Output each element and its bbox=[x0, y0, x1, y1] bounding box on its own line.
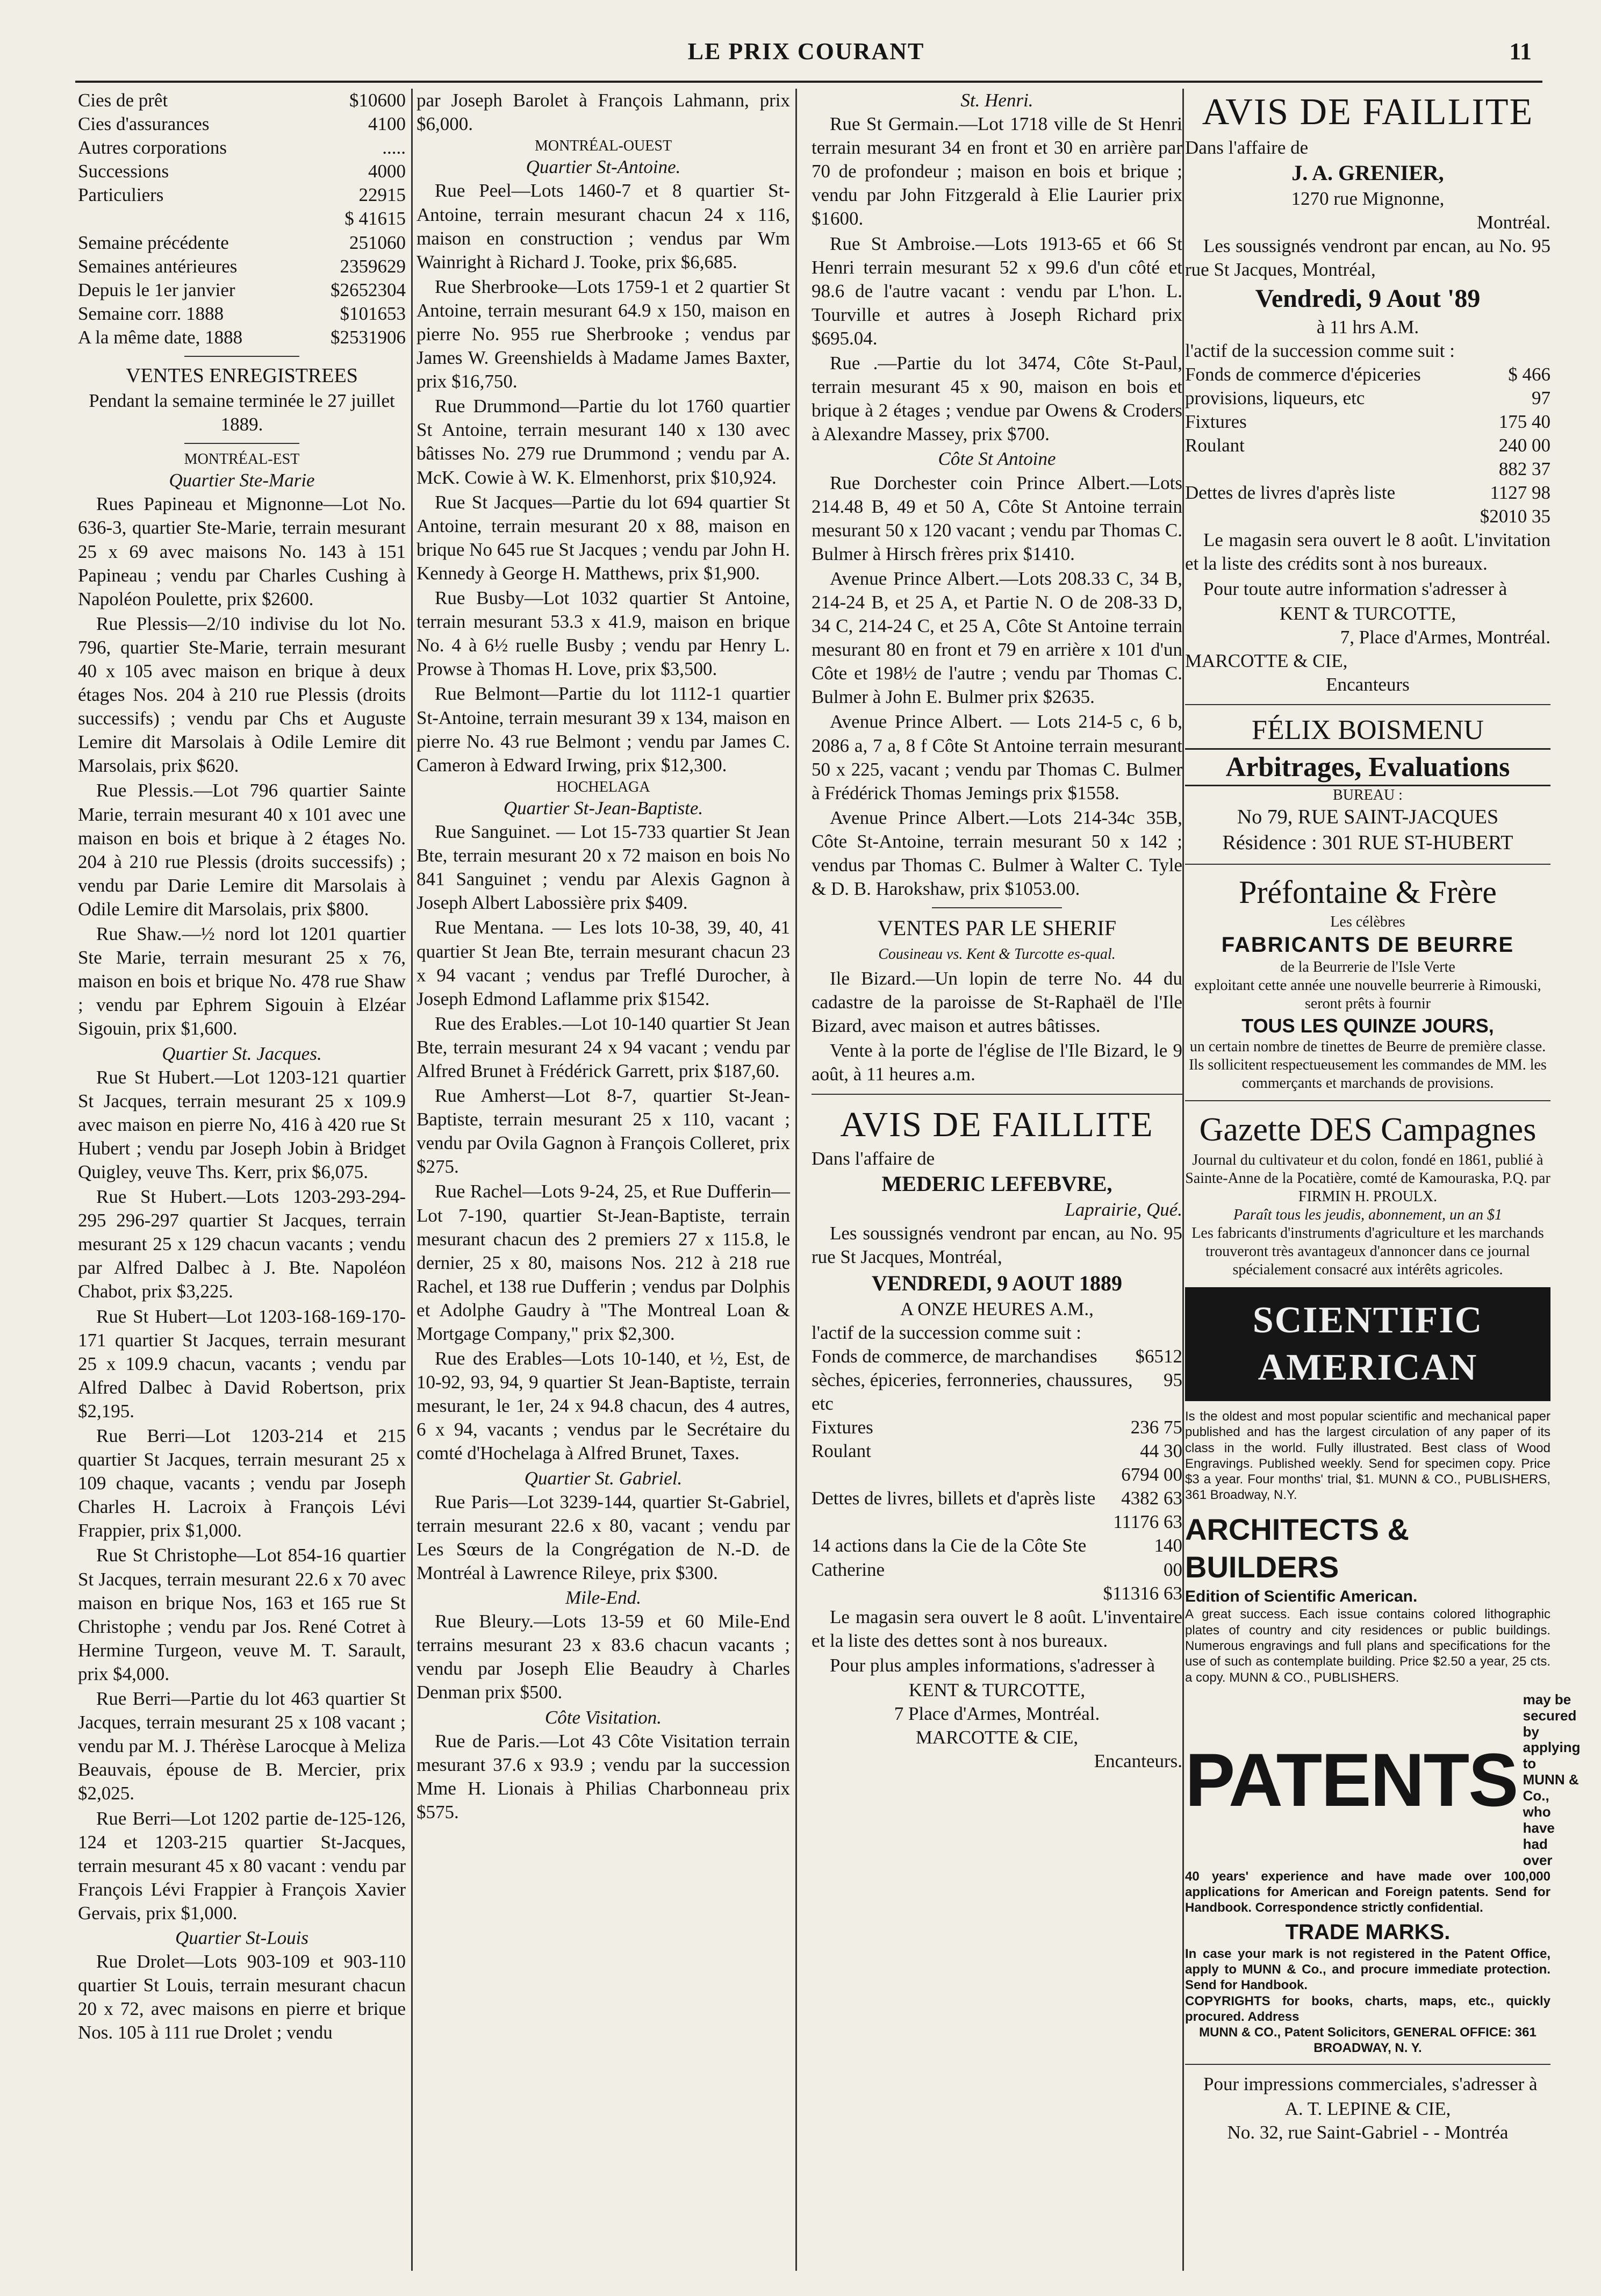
row-label: Dettes de livres d'après liste bbox=[1185, 482, 1396, 504]
table-row bbox=[812, 1416, 1182, 1439]
row-value: $10600 bbox=[349, 90, 406, 111]
table-row bbox=[78, 278, 406, 302]
table-row bbox=[78, 207, 406, 231]
boismenu-line: Arbitrages, Evaluations bbox=[1185, 748, 1550, 787]
column-3 bbox=[812, 89, 1182, 2271]
table-row bbox=[78, 302, 406, 326]
sale-entry: Rue Paris—Lot 3239-144, quartier St-Gabriel, terrain mesurant 22.6 x 80, vacant ; vendu par Les Sœurs de la Congrégation de N.-D. de Montréal à Lawrence Rileye, prix $300. bbox=[417, 1491, 790, 1583]
quarter-heading: Quartier Ste-Marie bbox=[169, 470, 315, 491]
avis-actif: l'actif de la succession comme suit : bbox=[812, 1322, 1081, 1343]
sale-entry: Rue Belmont—Partie du lot 1112-1 quartier St-Antoine, terrain mesurant 39 x 134, maison en pierre No. 43 rue Belmont ; vendu par James C. Cameron à Edward Irwing, prix $12,300. bbox=[417, 683, 790, 776]
boismenu-residence: Résidence : 301 RUE ST-HUBERT bbox=[1222, 831, 1513, 855]
patents-block bbox=[1185, 1691, 1581, 1869]
divider bbox=[1185, 704, 1550, 705]
row-value: 4382 63 bbox=[1121, 1488, 1182, 1509]
prefontaine-name: Préfontaine & Frère bbox=[1239, 874, 1497, 910]
table-row bbox=[1185, 363, 1550, 410]
sale-entry: Rue Drummond—Partie du lot 1760 quartier St Antoine, terrain mesurant 140 x 130 avec bâtisses No. 279 rue Drummond ; vendu par A. McK. Cowie à W. K. Elmenhorst, prix $10,924. bbox=[417, 396, 790, 488]
avis-city: Montréal. bbox=[1476, 211, 1550, 233]
section-heading: HOCHELAGA bbox=[556, 778, 650, 795]
row-value: 44 30 bbox=[1140, 1440, 1182, 1462]
sale-entry: Rue Dorchester coin Prince Albert.—Lots 214.48 B, 49 et 50 A, Côte St Antoine terrain mesurant 50 x 120 vacant ; vendu par Thomas C. Bulmer à Hirsch frères prix $1410. bbox=[812, 472, 1182, 564]
lepine-address: No. 32, rue Saint-Gabriel - - Montréa bbox=[1227, 2121, 1509, 2143]
sale-entry: Rue des Erables.—Lot 10-140 quartier St Jean Bte, terrain mesurant 24 x 94 vacant ; vendu par Alfred Brunet à Frédérick Garrett, prix $187,60. bbox=[417, 1013, 790, 1081]
row-label: A la même date, 1888 bbox=[78, 326, 243, 348]
table-row bbox=[1185, 481, 1550, 505]
avis-date: Vendredi, 9 Aout '89 bbox=[1255, 284, 1481, 313]
row-label: Fonds de commerce, de marchandises sèches, épiceries, ferronneries, chaussures, etc bbox=[812, 1345, 1133, 1414]
quarter-heading: Quartier St-Jean-Baptiste. bbox=[503, 797, 703, 819]
row-label: Fonds de commerce d'épiceries provisions, liqueurs, etc bbox=[1185, 363, 1421, 408]
sale-entry: Rue Shaw.—½ nord lot 1201 quartier Ste Marie, terrain mesurant 25 x 76, maison en bois et brique No. 478 rue Shaw ; vendu par Ephrem Sigouin à Elzéar Sigouin, prix $1,600. bbox=[78, 923, 406, 1039]
row-value: 236 75 bbox=[1130, 1416, 1182, 1438]
boismenu-address: No 79, RUE SAINT-JACQUES bbox=[1237, 806, 1499, 829]
sale-entry: Rue Mentana. — Les lots 10-38, 39, 40, 41 quartier St Jean Bte, terrain mesurant chacun 23 x 94 vacant ; vendus par Treflé Durocher, à Joseph Edmond Laflamme prix $1542. bbox=[417, 917, 790, 1009]
sale-entry: Rue St Jacques—Partie du lot 694 quartier St Antoine, terrain mesurant 20 x 88, maison en brique No 645 rue St Jacques ; vendu par John H. Kennedy à George H. Matthews, prix $1,900. bbox=[417, 491, 791, 584]
tm-title: TRADE MARKS. bbox=[1285, 1920, 1451, 1945]
table-row bbox=[812, 1439, 1182, 1463]
row-value: 882 37 bbox=[1498, 458, 1550, 480]
boismenu-name: FÉLIX BOISMENU bbox=[1252, 715, 1484, 746]
gazette-text: Paraît tous les jeudis, abonnement, un an $1 bbox=[1233, 1206, 1503, 1223]
avis-text: Les soussignés vendront par encan, au No. 95 rue St Jacques, Montréal, bbox=[812, 1222, 1182, 1268]
avis-dans: Dans l'affaire de bbox=[1185, 137, 1309, 159]
row-value: 4000 bbox=[368, 161, 406, 182]
row-label: Semaine précédente bbox=[78, 232, 229, 253]
avis-title: AVIS DE FAILLITE bbox=[840, 1105, 1154, 1145]
page-title: LE PRIX COURANT bbox=[687, 38, 925, 64]
quarter-heading: St. Henri. bbox=[960, 90, 1033, 111]
table-row bbox=[812, 1582, 1182, 1605]
inventory-table bbox=[1185, 363, 1550, 529]
sale-entry: par Joseph Barolet à François Lahmann, prix $6,000. bbox=[417, 90, 790, 135]
avis-note: Le magasin sera ouvert le 8 août. L'inventaire et la liste des dettes sont à nos bureaux. bbox=[812, 1606, 1182, 1651]
divider bbox=[184, 443, 299, 444]
signature: 7, Place d'Armes, Montréal. bbox=[1340, 626, 1550, 648]
sale-entry: Rue de Paris.—Lot 43 Côte Visitation terrain mesurant 37.6 x 93.9 ; vendu par la succession Mme H. Lionais à Philias Charbonneau prix $575. bbox=[417, 1730, 790, 1823]
table-row bbox=[812, 1463, 1182, 1487]
sale-entry: Rue .—Partie du lot 3474, Côte St-Paul, terrain mesurant 45 x 90, maison en bois et brique à 2 étages ; vendue par Owens & Croders à Alexandre Massey, prix $700. bbox=[812, 353, 1182, 445]
gazette-text: Journal du cultivateur et du colon, fondé en 1861, publié à Sainte-Anne de la Pocatière, comté de Kamouraska, P.Q. par FIRMIN H. PROULX. bbox=[1185, 1151, 1550, 1205]
quarter-heading: Quartier St-Louis bbox=[175, 1927, 308, 1948]
ventes-subtitle: Pendant la semaine terminée le 27 juillet 1889. bbox=[89, 390, 395, 435]
table-row bbox=[1185, 505, 1550, 528]
column-1 bbox=[78, 89, 406, 2271]
sale-entry: Rue Berri—Lot 1202 partie de-125-126, 124 et 1203-215 quartier St-Jacques, terrain mesurant 45 x 80 vacant : vendu par François Lévi Frappier à François Xavier Gervais, prix $1,000. bbox=[78, 1807, 406, 1924]
signature: 7 Place d'Armes, Montréal. bbox=[894, 1703, 1100, 1725]
table-row bbox=[78, 183, 406, 207]
row-value: $2652304 bbox=[331, 279, 406, 300]
lepine-name: A. T. LEPINE & CIE, bbox=[1284, 2098, 1451, 2119]
avis-time: A ONZE HEURES A.M., bbox=[900, 1298, 1094, 1319]
sale-entry: Rues Papineau et Mignonne—Lot No. 636-3, quartier Ste-Marie, terrain mesurant 25 x 69 avec maisons No. 143 à 151 Papineau ; vendu par Charles Cushing à Napoléon Poulette, prix $2600. bbox=[78, 493, 406, 609]
sherif-case: Cousineau vs. Kent & Turcotte es-qual. bbox=[878, 945, 1116, 963]
prefontaine-celebres: Les célèbres bbox=[1330, 913, 1405, 930]
row-value: 11176 63 bbox=[1113, 1511, 1182, 1533]
prefontaine-sub: de la Beurrerie de l'Isle Verte bbox=[1280, 959, 1455, 976]
sale-entry: Rue St Hubert.—Lot 1203-121 quartier St Jacques, terrain mesurant 25 x 109.9 avec maison en pierre No, 416 à 420 rue St Hubert ; vendu par Joseph Jobin à Bridget Quigley, veuve Ths. Kerr, prix $6,075. bbox=[78, 1066, 406, 1182]
tm-text: MUNN & CO., Patent Solicitors, GENERAL OFFICE: 361 BROADWAY, N. Y. bbox=[1199, 2025, 1537, 2056]
prefontaine-fab: FABRICANTS DE BEURRE bbox=[1221, 932, 1514, 957]
avis-name: MEDERIC LEFEBVRE, bbox=[881, 1172, 1112, 1196]
signature: MARCOTTE & CIE, bbox=[915, 1727, 1079, 1748]
quarter-heading: Côte St Antoine bbox=[938, 448, 1056, 470]
table-row bbox=[78, 160, 406, 183]
row-value: $2010 35 bbox=[1480, 506, 1550, 527]
inventory-table bbox=[812, 1345, 1182, 1605]
sale-entry: Rue Plessis—2/10 indivise du lot No. 796, quartier Ste-Marie, terrain mesurant 40 x 105 avec maison en brique à deux étages Nos. 204 à 210 rue Plessis (droits successifs) ; vendu par Chs et Auguste Lemire dit Marsolais à Odile Lemire dit Marsolais, prix $620. bbox=[78, 613, 406, 777]
signature: Encanteurs. bbox=[1094, 1750, 1182, 1772]
avis-address: 1270 rue Mignonne, bbox=[1291, 188, 1445, 209]
row-label: 14 actions dans la Cie de la Côte Ste Catherine bbox=[812, 1535, 1087, 1580]
sale-entry: Rue Rachel—Lots 9-24, 25, et Rue Dufferin—Lot 7-190, quartier St-Jean-Baptiste, terrain mesurant chacun des 2 premiers 27 x 115.8, le dernier, 25 x 80, maisons Nos. 212 à 218 rue Rachel, et 138 rue Dufferin ; vendus par Dolphis et Adolphe Gaudry à "The Montreal Loan & Mortgage Company," prix $2,300. bbox=[417, 1181, 790, 1344]
avis-title: AVIS DE FAILLITE bbox=[1202, 91, 1534, 133]
row-label: Fixtures bbox=[812, 1416, 873, 1438]
table-row bbox=[812, 1487, 1182, 1510]
column-4 bbox=[1185, 89, 1581, 2271]
row-value: $101653 bbox=[340, 303, 406, 324]
row-value: 22915 bbox=[358, 184, 406, 206]
row-label: Semaines antérieures bbox=[78, 255, 238, 277]
divider bbox=[1185, 1100, 1550, 1101]
row-value: $11316 63 bbox=[1103, 1582, 1182, 1604]
table-row bbox=[812, 1534, 1182, 1581]
avis-actif: l'actif de la succession comme suit : bbox=[1185, 340, 1455, 361]
sale-entry: Rue Bleury.—Lots 13-59 et 60 Mile-End terrains mesurant 23 x 83.6 chacun vacants ; vendu par Joseph Elie Beaudry à Charles Denman prix $500. bbox=[417, 1611, 790, 1703]
divider bbox=[184, 356, 299, 357]
row-value: 4100 bbox=[368, 113, 406, 135]
row-label: Dettes de livres, billets et d'après liste bbox=[812, 1488, 1096, 1509]
sale-entry: Rue Sanguinet. — Lot 15-733 quartier St Jean Bte, terrain mesurant 20 x 72 maison en bois No 841 Sanguinet ; vendu par Alexis Gagnon à Joseph Albert Labossière prix $409. bbox=[417, 821, 790, 914]
row-label: Fixtures bbox=[1185, 411, 1247, 432]
avis-place: Laprairie, Qué. bbox=[1065, 1199, 1182, 1220]
avis-note: Le magasin sera ouvert le 8 août. L'invitation et la liste des crédits sont à nos bureaux. bbox=[1185, 529, 1550, 575]
avis-dans: Dans l'affaire de bbox=[812, 1148, 935, 1169]
row-label: Particuliers bbox=[78, 184, 164, 206]
table-row bbox=[1185, 434, 1550, 457]
sale-entry: Rue des Erables—Lots 10-140, et ½, Est, de 10-92, 93, 94, 9 quartier St Jean-Baptiste, terrain mesurant, le 1er, 24 x 94.8 chacun, des 4 autres, 6 x 94, vacants ; vendus par le Secrétaire du comté d'Hochelaga à Alfred Brunet, Taxes. bbox=[417, 1348, 790, 1464]
row-label: Cies d'assurances bbox=[78, 113, 210, 135]
quarter-heading: Quartier St-Antoine. bbox=[526, 156, 681, 178]
column-2 bbox=[417, 89, 790, 2271]
sale-entry: Rue Busby—Lot 1032 quartier St Antoine, terrain mesurant 53.3 x 41.9, maison en brique No. 4 à 6½ ruelle Busby ; vendu par Henry L. Prowse à Thomas H. Love, prix $3,500. bbox=[417, 587, 790, 680]
sherif-title: VENTES PAR LE SHERIF bbox=[877, 916, 1117, 941]
sale-entry: Rue St Hubert—Lot 1203-168-169-170-171 quartier St Jacques, terrain mesurant 25 x 109.9 chacun, vacants ; vendu par Alfred Dalbec à David Robertson, prix $2,195. bbox=[78, 1305, 406, 1422]
lepine-text: Pour impressions commerciales, s'adresser à bbox=[1203, 2073, 1538, 2094]
row-value: 251060 bbox=[349, 232, 406, 253]
quarter-heading: Côte Visitation. bbox=[544, 1706, 662, 1728]
row-label: Depuis le 1er janvier bbox=[78, 279, 235, 300]
row-label: Successions bbox=[78, 161, 169, 182]
sa-text: Is the oldest and most popular scientific and mechanical paper published and has the largest circulation of any paper of its class in the world. Fully illustrated. Best class of Wood Engravings. Published weekly. Send for specimen copy. Price $3 a year. Four months' trial, $1. MUNN & CO., PUBLISHERS, 361 Broadway, N.Y. bbox=[1185, 1409, 1550, 1503]
row-value: $6512 95 bbox=[1135, 1345, 1182, 1390]
sale-entry: Rue Berri—Lot 1203-214 et 215 quartier St Jacques, terrain mesurant 25 x 109 chaque, vacants ; vendu par Joseph Charles H. Lacroix à François Lévi Frappier, prix $1,000. bbox=[78, 1425, 406, 1541]
signature: Encanteurs bbox=[1326, 673, 1410, 695]
divider bbox=[812, 1094, 1182, 1095]
column-divider bbox=[795, 89, 797, 2271]
prefontaine-text: exploitant cette année une nouvelle beurrerie à Rimouski, seront prêts à fournir bbox=[1194, 977, 1541, 1013]
sale-entry: Rue St Ambroise.—Lots 1913-65 et 66 St Henri terrain mesurant 52 x 99.6 d'un côté et 98.6 de l'autre vacant : vendu par L'hon. L. Tourville et autres à Joseph Richard prix $695.04. bbox=[812, 233, 1182, 349]
stats-table bbox=[78, 89, 406, 349]
row-value: 140 00 bbox=[1154, 1535, 1182, 1580]
page-number: 11 bbox=[1509, 38, 1532, 64]
sale-entry: Rue Peel—Lots 1460-7 et 8 quartier St-Antoine, terrain mesurant chacun 24 x 116, maison en construction ; vendus par Wm Wainright à Richard J. Tooke, prix $6,685. bbox=[417, 180, 790, 272]
row-value: $ 41615 bbox=[344, 208, 406, 229]
sale-entry: Rue St Christophe—Lot 854-16 quartier St Jacques, terrain mesurant 22.6 x 70 avec maison en brique Nos, 163 et 165 rue St Christophe ; vendu par Jos. René Cotret à Hermine Turgeon, veuve M. T. Sarault, prix $4,000. bbox=[78, 1545, 406, 1684]
ventes-title: VENTES ENREGISTREES bbox=[126, 364, 358, 388]
table-row bbox=[78, 255, 406, 278]
row-value: $2531906 bbox=[331, 326, 406, 348]
table-row bbox=[78, 326, 406, 349]
sale-entry: Rue Amherst—Lot 8-7, quartier St-Jean-Baptiste, terrain mesurant 25 x 110, vacant ; vendu par Ovila Gagnon à François Colleret, prix $275. bbox=[417, 1085, 790, 1178]
table-row bbox=[78, 136, 406, 160]
sale-entry: Rue St Hubert.—Lots 1203-293-294-295 296-297 quartier St Jacques, terrain mesurant 25 x 129 chacun vacants ; vendu par Alfred Dalbec à J. Bte. Napoléon Chabot, prix $3,225. bbox=[78, 1186, 406, 1302]
arch-title: ARCHITECTS & BUILDERS bbox=[1185, 1512, 1409, 1584]
sherif-entry: Ile Bizard.—Un lopin de terre No. 44 du cadastre de la paroisse de St-Raphaël de l'Ile Bizard, avec maison et autres bâtisses. bbox=[812, 967, 1182, 1036]
table-row bbox=[78, 112, 406, 136]
row-label: Semaine corr. 1888 bbox=[78, 303, 224, 324]
patents-side: may be secured by applying to MUNN & Co., who have had over bbox=[1523, 1691, 1581, 1868]
section-heading: MONTRÉAL-EST bbox=[184, 451, 300, 468]
column-divider bbox=[1182, 89, 1184, 2271]
quarter-heading: Mile-End. bbox=[565, 1587, 641, 1609]
sale-entry: Rue Berri—Partie du lot 463 quartier St Jacques, terrain mesurant 25 x 108 vacant ; vendu par M. J. Thérèse Larocque à Meliza Beauvais, épouse de B. Mercier, prix $2,025. bbox=[78, 1688, 406, 1804]
patents-title: PATENTS bbox=[1185, 1737, 1518, 1822]
page-header bbox=[81, 38, 1532, 70]
avis-note: Pour toute autre information s'adresser à bbox=[1203, 578, 1507, 599]
boismenu-bureau: BUREAU : bbox=[1333, 787, 1403, 804]
signature: KENT & TURCOTTE, bbox=[1279, 602, 1456, 624]
patents-text: 40 years' experience and have made over 100,000 applications for American and Foreign patents. Send for Handbook. Correspondence strictly confidential. bbox=[1185, 1869, 1550, 1915]
sale-entry: Rue St Germain.—Lot 1718 ville de St Henri terrain mesurant 34 en front et 30 en arrière par 70 de profondeur ; maison en bois et brique ; vendu par John Fitzgerald à Elie Laurier prix $1600. bbox=[812, 113, 1182, 229]
section-heading: MONTRÉAL-OUEST bbox=[534, 138, 672, 155]
gazette-title: Gazette DES Campagnes bbox=[1199, 1111, 1537, 1149]
sale-entry: Rue Plessis.—Lot 796 quartier Sainte Marie, terrain mesurant 40 x 101 avec une maison en bois et brique à 2 étages No. 204 à 210 rue Plessis (droits successifs) ; vendu par Darie Lemire dit Marsolais à Odile Lemire dit Marsolais, prix $800. bbox=[78, 780, 406, 920]
avis-text: Les soussignés vendront par encan, au No. 95 rue St Jacques, Montréal, bbox=[1185, 235, 1550, 280]
sherif-entry: Vente à la porte de l'église de l'Ile Bizard, le 9 août, à 11 heures a.m. bbox=[812, 1040, 1182, 1085]
row-label: Cies de prêt bbox=[78, 90, 168, 111]
avis-name: J. A. GRENIER, bbox=[1291, 161, 1444, 185]
signature: KENT & TURCOTTE, bbox=[908, 1680, 1086, 1701]
avis-time: à 11 hrs A.M. bbox=[1316, 316, 1419, 338]
row-value: ..... bbox=[382, 137, 406, 159]
row-value: 6794 00 bbox=[1121, 1464, 1182, 1486]
row-value: 175 40 bbox=[1498, 411, 1550, 432]
quarter-heading: Quartier St. Jacques. bbox=[162, 1043, 322, 1064]
table-row bbox=[812, 1345, 1182, 1416]
divider bbox=[932, 907, 1062, 908]
arch-text: A great success. Each issue contains colored lithographic plates of country and city residences or public buildings. Numerous engravings and full plans and specifications for the use of such as contemplate building. Price $2.50 a year, 25 cts. a copy. MUNN & CO., PUBLISHERS. bbox=[1185, 1607, 1550, 1685]
prefontaine-text: un certain nombre de tinettes de Beurre de première classe. Ils sollicitent respectueusement les commandes de MM. les commerçants et marchands de provisions. bbox=[1189, 1038, 1547, 1092]
avis-date: VENDREDI, 9 AOUT 1889 bbox=[872, 1271, 1122, 1296]
row-value: 1127 98 bbox=[1490, 482, 1550, 504]
row-label: Roulant bbox=[812, 1440, 871, 1462]
table-row bbox=[812, 1510, 1182, 1534]
divider bbox=[1185, 864, 1550, 865]
prefontaine-days: TOUS LES QUINZE JOURS, bbox=[1241, 1014, 1494, 1037]
row-value: 240 00 bbox=[1498, 434, 1550, 456]
row-label: Autres corporations bbox=[78, 137, 227, 159]
arch-sub: Edition of Scientific American. bbox=[1185, 1587, 1418, 1605]
scientific-american-logo: SCIENTIFIC AMERICAN bbox=[1185, 1287, 1550, 1401]
sale-entry: Avenue Prince Albert. — Lots 214-5 c, 6 b, 2086 a, 7 a, 8 f Côte St Antoine terrain mesurant 50 x 225, vacant ; vendu par Thomas C. Bulmer à Frédérick Thomas Jemings prix $1558. bbox=[812, 711, 1182, 803]
gazette-text: Les fabricants d'instruments d'agriculture et les marchands trouveront très avantageux d'annoncer dans ce journal spécialement consacré aux intérêts agricoles. bbox=[1191, 1225, 1544, 1279]
header-rule bbox=[75, 81, 1542, 83]
table-row bbox=[78, 89, 406, 112]
quarter-heading: Quartier St. Gabriel. bbox=[524, 1467, 683, 1489]
sale-entry: Avenue Prince Albert.—Lots 214-34c 35B, Côte St-Antoine, terrain mesurant 50 x 142 ; vendus par Thomas C. Bulmer à Walter C. Tyle & D. B. Harokshaw, prix $1053.00. bbox=[812, 807, 1182, 900]
divider bbox=[1185, 2064, 1550, 2065]
signature: MARCOTTE & CIE, bbox=[1185, 650, 1348, 671]
row-value: 2359629 bbox=[340, 255, 406, 277]
sale-entry: Rue Drolet—Lots 903-109 et 903-110 quartier St Louis, terrain mesurant chacun 20 x 72, avec maisons en pierre et brique Nos. 105 à 111 rue Drolet ; vendu bbox=[78, 1951, 406, 2043]
table-row bbox=[1185, 457, 1550, 481]
row-value: $ 466 97 bbox=[1508, 363, 1550, 408]
tm-text: COPYRIGHTS for books, charts, maps, etc., quickly procured. Address bbox=[1185, 1993, 1550, 2024]
avis-note: Pour plus amples informations, s'adresser à bbox=[830, 1654, 1155, 1676]
sale-entry: Avenue Prince Albert.—Lots 208.33 C, 34 B, 214-24 B, et 25 A, et Partie N. O de 208-33 D, 34 C, 214-24 C, et 25 A, Côte St Antoine terrain mesurant 80 en front et 79 en arrière x 101 d'un Côte et 198½ de l'autre ; vendu par Thomas C. Bulmer à John E. Bulmer prix $2635. bbox=[812, 568, 1182, 708]
sale-entry: Rue Sherbrooke—Lots 1759-1 et 2 quartier St Antoine, terrain mesurant 64.9 x 150, maison en pierre No. 955 rue Sherbrooke ; vendus par James W. Greenshields à Madame James Baxter, prix $16,750. bbox=[417, 276, 790, 392]
table-row bbox=[1185, 410, 1550, 434]
tm-text: In case your mark is not registered in the Patent Office, apply to MUNN & Co., and procure immediate protection. Send for Handbook. bbox=[1185, 1946, 1550, 1993]
table-row bbox=[78, 231, 406, 255]
row-label: Roulant bbox=[1185, 434, 1245, 456]
column-divider bbox=[411, 89, 413, 2271]
